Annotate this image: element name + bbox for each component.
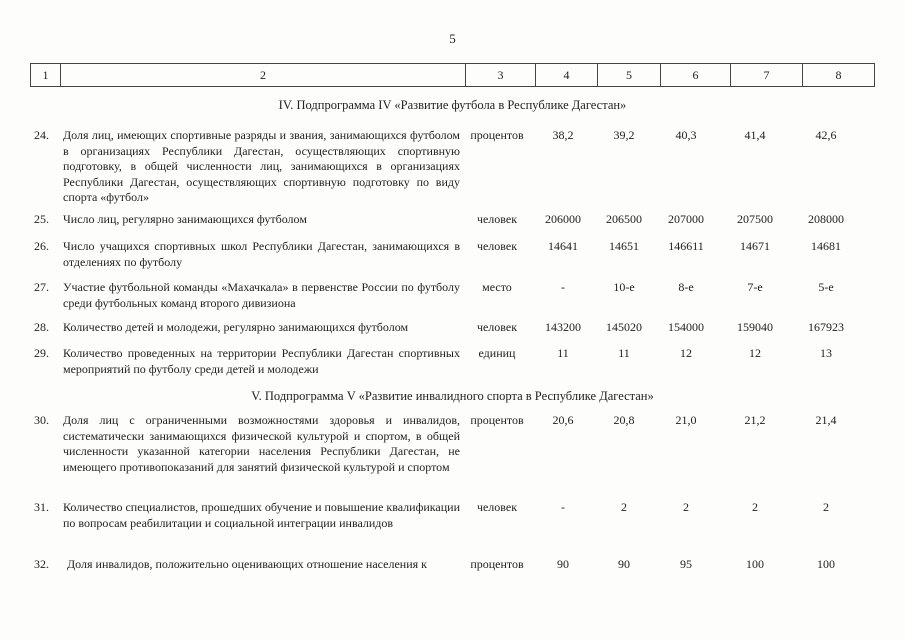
row-number: 25. <box>34 212 49 226</box>
column-header: 6 <box>661 64 731 87</box>
row-value: - <box>561 500 565 514</box>
row-value: 145020 <box>606 320 642 334</box>
row-value: 7-е <box>747 280 763 294</box>
row-unit: единиц <box>478 346 516 360</box>
row-value: 38,2 <box>552 128 574 142</box>
row-description: Доля лиц, имеющих спортивные разряды и звания, занимающихся футболом в организациях Республики Дагестан, осуществляющих спортивную подготовку, в общей численности лиц, занимающихся в организациях Республики Дагестан, осуществляющих спортивную подготовку по виду спорта «футбол» <box>63 128 460 204</box>
row-value: 2 <box>823 500 829 514</box>
column-header: 4 <box>536 64 598 87</box>
column-header: 3 <box>466 64 536 87</box>
row-value: 146611 <box>668 239 704 253</box>
row-number: 28. <box>34 320 49 334</box>
row-unit: человек <box>476 239 518 253</box>
row-value: 20,8 <box>613 413 635 427</box>
row-value: 207000 <box>668 212 704 226</box>
row-number: 29. <box>34 346 49 360</box>
row-value: 14671 <box>740 239 770 253</box>
row-value: 12 <box>680 346 692 360</box>
row-value: 143200 <box>545 320 581 334</box>
row-value: 14681 <box>811 239 841 253</box>
row-description: Число лиц, регулярно занимающихся футболом <box>63 212 307 226</box>
row-value: 206000 <box>545 212 581 226</box>
row-value: 21,2 <box>744 413 766 427</box>
row-number: 30. <box>34 413 49 427</box>
row-value: 154000 <box>668 320 704 334</box>
row-description: Количество проведенных на территории Республики Дагестан спортивных мероприятий по футболу среди детей и молодежи <box>63 346 460 376</box>
row-value: 12 <box>749 346 761 360</box>
page-number: 5 <box>449 31 456 46</box>
row-value: 2 <box>621 500 627 514</box>
row-value: 11 <box>618 346 630 360</box>
column-header: 2 <box>61 64 466 87</box>
row-unit: человек <box>476 500 518 514</box>
row-number: 26. <box>34 239 49 253</box>
row-value: 21,4 <box>815 413 837 427</box>
row-value: 42,6 <box>815 128 837 142</box>
column-header: 1 <box>31 64 61 87</box>
row-value: 8-е <box>678 280 694 294</box>
section-title-iv: IV. Подпрограмма IV «Развитие футбола в Республике Дагестан» <box>278 98 627 112</box>
column-header-table <box>30 63 875 87</box>
row-value: 90 <box>618 557 630 571</box>
section-title-v: V. Подпрограмма V «Развитие инвалидного спорта в Республике Дагестан» <box>251 389 654 403</box>
row-value: 40,3 <box>675 128 697 142</box>
row-description: Количество детей и молодежи, регулярно занимающихся футболом <box>63 320 409 334</box>
column-header: 8 <box>803 64 875 87</box>
row-value: 21,0 <box>675 413 697 427</box>
row-value: 2 <box>752 500 758 514</box>
row-value: 100 <box>746 557 764 571</box>
row-value: 14651 <box>609 239 639 253</box>
row-description: Доля лиц с ограниченными возможностями здоровья и инвалидов, систематически занимающихся физической культурой и спортом, в общей численности указанной категории населения Республики Дагестан, не имеющего противопоказаний для занятий физической культурой и спортом <box>63 413 460 474</box>
row-number: 27. <box>34 280 49 294</box>
row-value: 41,4 <box>744 128 766 142</box>
row-value: 90 <box>557 557 569 571</box>
row-value: 39,2 <box>613 128 635 142</box>
row-value: 95 <box>680 557 692 571</box>
row-value: 20,6 <box>552 413 574 427</box>
row-value: 2 <box>683 500 689 514</box>
row-description: Участие футбольной команды «Махачкала» в первенстве России по футболу среди футбольных команд второго дивизиона <box>63 280 460 310</box>
row-unit: процентов <box>470 413 524 427</box>
column-header: 5 <box>598 64 661 87</box>
row-unit: человек <box>476 320 518 334</box>
column-header: 7 <box>731 64 803 87</box>
row-value: 14641 <box>548 239 578 253</box>
row-number: 24. <box>34 128 49 142</box>
row-unit: процентов <box>470 557 524 571</box>
row-value: 11 <box>557 346 569 360</box>
row-value: 208000 <box>808 212 844 226</box>
row-description: Доля инвалидов, положительно оценивающих отношение населения к <box>67 557 427 571</box>
row-unit: место <box>482 280 512 294</box>
row-number: 32. <box>34 557 49 571</box>
row-value: 13 <box>820 346 832 360</box>
row-value: 10-е <box>613 280 635 294</box>
row-value: 207500 <box>737 212 773 226</box>
row-number: 31. <box>34 500 49 514</box>
row-description: Количество специалистов, прошедших обучение и повышение квалификации по вопросам реабилитации и социальной интеграции инвалидов <box>63 500 461 530</box>
row-unit: человек <box>476 212 518 226</box>
row-unit: процентов <box>470 128 524 142</box>
row-value: 167923 <box>808 320 844 334</box>
row-description: Число учащихся спортивных школ Республики Дагестан, занимающихся в отделениях по футболу <box>63 239 460 269</box>
row-value: 159040 <box>737 320 773 334</box>
row-value: 100 <box>817 557 835 571</box>
row-value: - <box>561 280 565 294</box>
row-value: 206500 <box>606 212 642 226</box>
row-value: 5-е <box>818 280 834 294</box>
